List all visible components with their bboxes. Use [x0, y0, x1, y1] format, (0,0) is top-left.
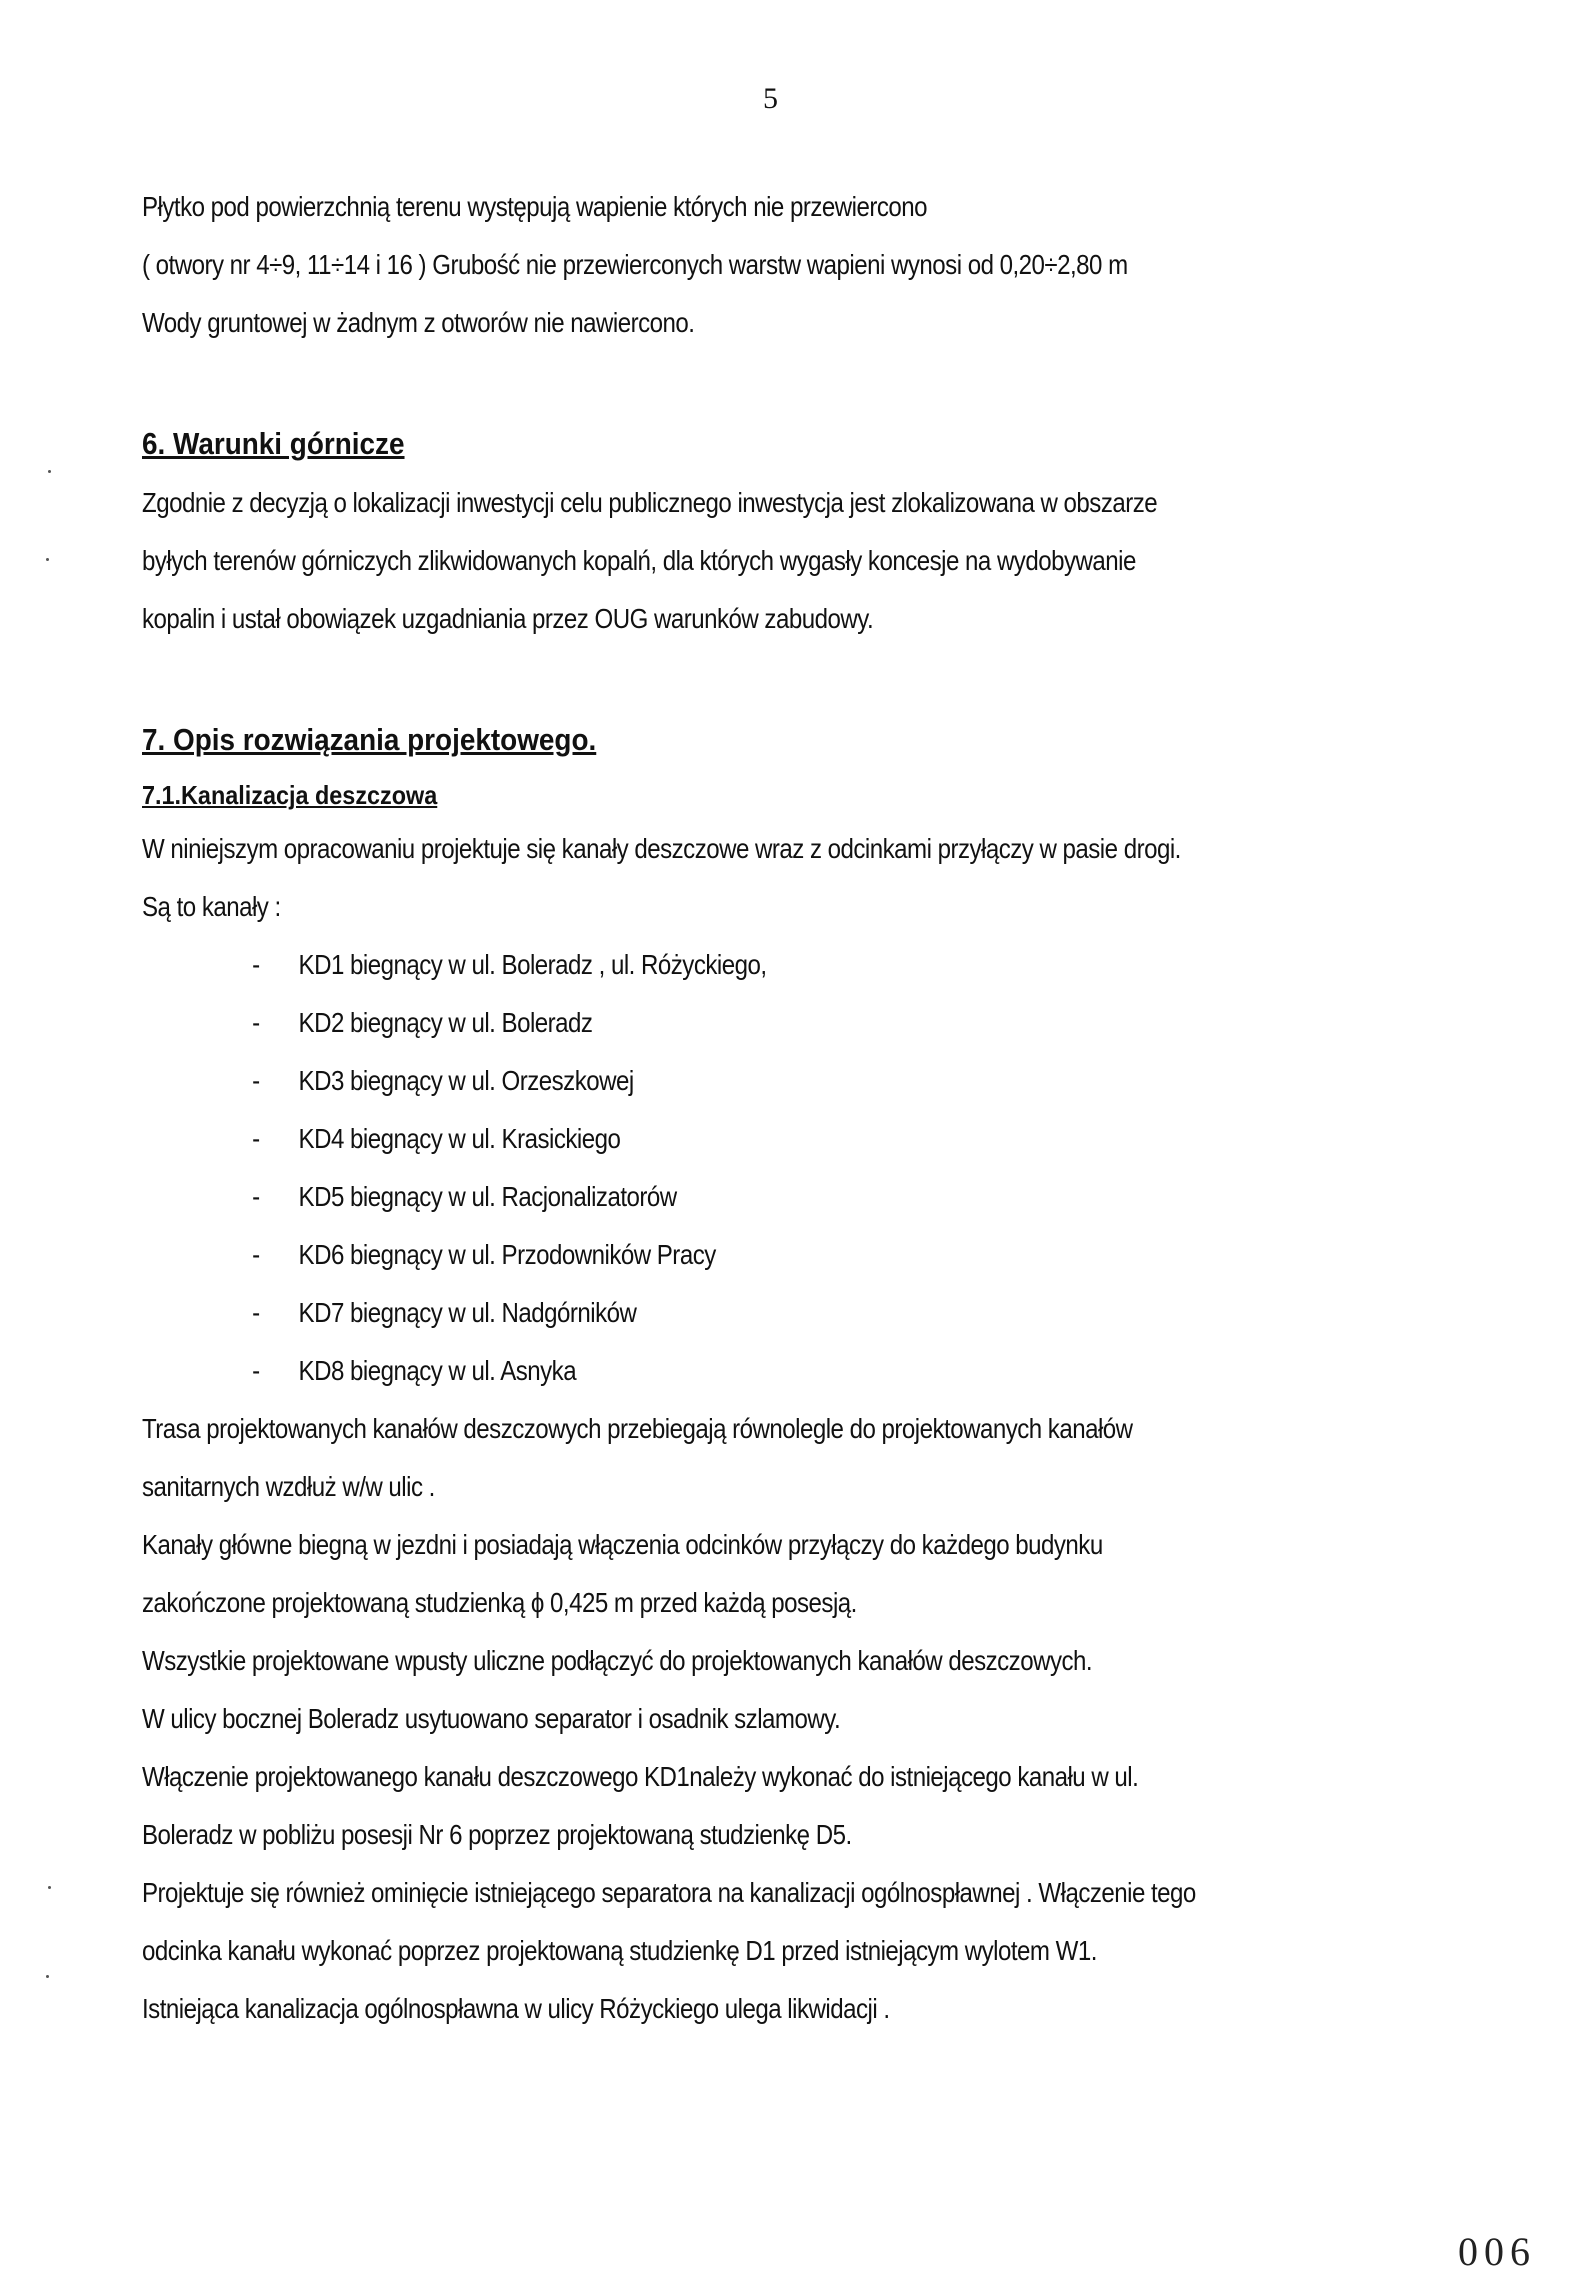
list-item [142, 1168, 1234, 1226]
scan-speck [46, 558, 49, 561]
text-line: Boleradz w pobliżu posesji Nr 6 poprzez projektowaną studzienkę D5. [142, 1819, 852, 1850]
section-heading: 6. Warunki górnicze [142, 426, 405, 461]
channel-list [142, 936, 1412, 1400]
list-dash: - [252, 1065, 260, 1096]
text-line: Wody gruntowej w żadnym z otworów nie nawiercono. [142, 307, 695, 338]
text-line: byłych terenów górniczych zlikwidowanych kopalń, dla których wygasły koncesje na wydobywanie [142, 545, 1136, 576]
text-line: ( otwory nr 4÷9, 11÷14 i 16 ) Grubość nie przewierconych warstw wapieni wynosi od 0,20÷2,80 m [142, 249, 1128, 280]
list-dash: - [252, 1123, 260, 1154]
list-dash: - [252, 1355, 260, 1386]
text-line: Istniejąca kanalizacja ogólnospławna w ulicy Różyckiego ulega likwidacji . [142, 1993, 890, 2024]
list-item [142, 1284, 1234, 1342]
list-item [142, 1052, 1234, 1110]
list-item-text: KD7 biegnący w ul. Nadgórników [298, 1297, 637, 1328]
list-item [142, 936, 1234, 994]
archive-stamp-number: 006 [1458, 2229, 1536, 2274]
subsection-heading: 7.1.Kanalizacja deszczowa [142, 780, 438, 810]
list-dash: - [252, 1007, 260, 1038]
list-item-text: KD1 biegnący w ul. Boleradz , ul. Różyckiego, [298, 949, 767, 980]
list-dash: - [252, 1297, 260, 1328]
list-item-text: KD8 biegnący w ul. Asnyka [298, 1355, 577, 1386]
text-line: Projektuje się również ominięcie istniejącego separatora na kanalizacji ogólnospławnej . Włączenie tego [142, 1877, 1196, 1908]
text-line: Wszystkie projektowane wpusty uliczne podłączyć do projektowanych kanałów deszczowych. [142, 1645, 1093, 1676]
list-item-text: KD3 biegnący w ul. Orzeszkowej [298, 1065, 634, 1096]
list-item-text: KD4 biegnący w ul. Krasickiego [298, 1123, 621, 1154]
text-line: zakończone projektowaną studzienką ϕ 0,425 m przed każdą posesją. [142, 1587, 857, 1618]
list-item-text: KD5 biegnący w ul. Racjonalizatorów [298, 1181, 677, 1212]
text-line: Włączenie projektowanego kanału deszczowego KD1należy wykonać do istniejącego kanału w ul. [142, 1761, 1139, 1792]
list-item [142, 994, 1234, 1052]
text-line: odcinka kanału wykonać poprzez projektowaną studzienkę D1 przed istniejącym wylotem W1. [142, 1935, 1097, 1966]
text-line: W ulicy bocznej Boleradz usytuowano separator i osadnik szlamowy. [142, 1703, 841, 1734]
scan-speck [48, 1886, 51, 1889]
text-line: W niniejszym opracowaniu projektuje się kanały deszczowe wraz z odcinkami przyłączy w pasie drogi. [142, 833, 1181, 864]
list-item-text: KD6 biegnący w ul. Przodowników Pracy [298, 1239, 716, 1270]
list-item [142, 1110, 1234, 1168]
scan-speck [48, 470, 51, 473]
page-number: 5 [763, 82, 778, 115]
list-item [142, 1342, 1234, 1400]
text-line: Są to kanały : [142, 891, 281, 922]
scan-speck [46, 1975, 49, 1978]
section-6 [142, 414, 1412, 648]
text-line: Trasa projektowanych kanałów deszczowych przebiegają równolegle do projektowanych kanałów [142, 1413, 1133, 1444]
list-dash: - [252, 1181, 260, 1212]
intro-paragraph [142, 178, 1412, 352]
section-7 [142, 710, 1412, 2038]
list-item-text: KD2 biegnący w ul. Boleradz [298, 1007, 593, 1038]
list-dash: - [252, 1239, 260, 1270]
list-item [142, 1226, 1234, 1284]
text-line: sanitarnych wzdłuż w/w ulic . [142, 1471, 435, 1502]
text-line: Kanały główne biegną w jezdni i posiadają włączenia odcinków przyłączy do każdego budynku [142, 1529, 1103, 1560]
text-line: kopalin i ustał obowiązek uzgadniania przez OUG warunków zabudowy. [142, 603, 874, 634]
document-body [142, 178, 1412, 2038]
list-dash: - [252, 949, 260, 980]
section-heading: 7. Opis rozwiązania projektowego. [142, 722, 597, 757]
text-line: Płytko pod powierzchnią terenu występują wapienie których nie przewiercono [142, 191, 928, 222]
text-line: Zgodnie z decyzją o lokalizacji inwestycji celu publicznego inwestycja jest zlokalizowana w obszarze [142, 487, 1158, 518]
